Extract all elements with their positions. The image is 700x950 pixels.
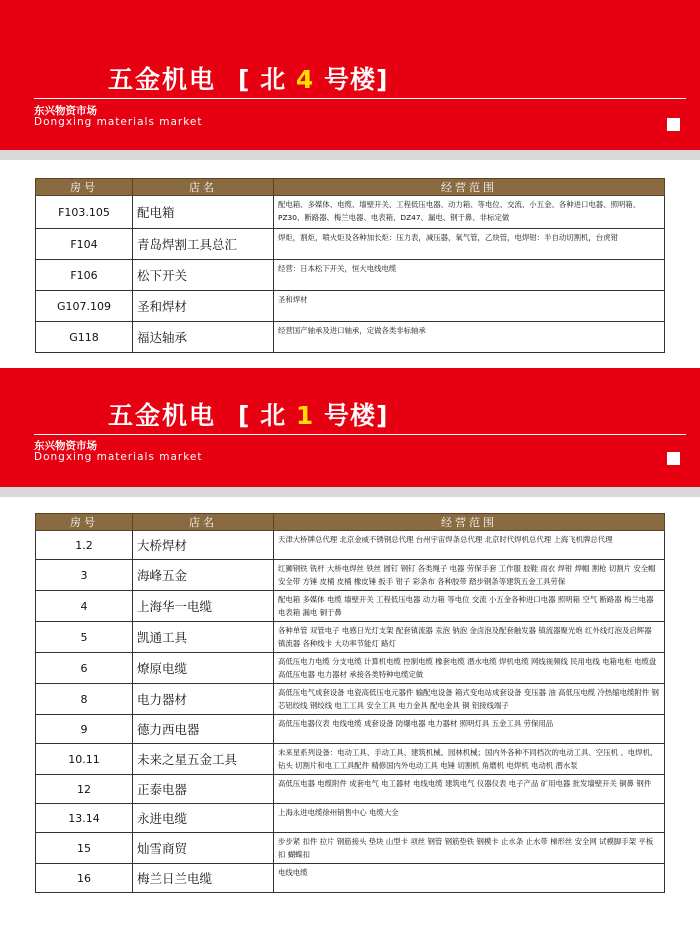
shop-name: 永进电缆 [133, 804, 274, 833]
header-shop: 店名 [133, 179, 274, 196]
table-row [36, 229, 665, 260]
shop-name: 梅兰日兰电缆 [133, 864, 274, 893]
room-number: 15 [36, 833, 133, 864]
building-number: 4 [295, 65, 315, 94]
shop-name: 配电箱 [133, 196, 274, 229]
shop-name: 未来之星五金工具 [133, 744, 274, 775]
room-number: 1.2 [36, 531, 133, 560]
table-row [36, 744, 665, 775]
business-scope: 经营国产轴承及进口轴承，定做各类非标轴承 [274, 322, 665, 353]
room-number: G107.109 [36, 291, 133, 322]
shop-name: 大桥焊材 [133, 531, 274, 560]
section-banner-north-1 [0, 368, 700, 487]
table-header [36, 514, 665, 531]
shop-name: 灿雪商贸 [133, 833, 274, 864]
business-scope: 圣和焊材 [274, 291, 665, 322]
header-business: 经营范围 [274, 179, 665, 196]
table-row [36, 322, 665, 353]
store-table-north-4 [35, 178, 665, 353]
business-scope: 配电箱、多媒体、电缆、墙壁开关、工程低压电器、动力箱、等电位、交流、小五金、各种进口电器、照明箱、PZ30、断路器、梅兰电器、电表箱、DZ47、漏电、钢于鼻、非标定做 [274, 196, 665, 229]
shop-name: 海峰五金 [133, 560, 274, 591]
shop-name: 青岛焊割工具总汇 [133, 229, 274, 260]
table-row [36, 560, 665, 591]
header-business: 经营范围 [274, 514, 665, 531]
table-row [36, 531, 665, 560]
room-number: 16 [36, 864, 133, 893]
section-title [108, 60, 388, 96]
table-row [36, 684, 665, 715]
business-scope: 天津大桥牌总代理 北京金威不锈钢总代理 台州宇宙焊条总代理 北京时代焊机总代理 上海飞机牌总代理 [274, 531, 665, 560]
business-scope: 高低压电力电缆 分支电缆 计算机电缆 控制电缆 橡套电缆 潜水电缆 焊机电缆 网线视频线 民用电线 电箱电柜 电缆盘 高低压电器 电力器材 承接各类特种电缆定做 [274, 653, 665, 684]
table-row [36, 653, 665, 684]
market-square-marker [667, 452, 680, 465]
business-scope: 上海永进电缆徐州销售中心 电缆大全 [274, 804, 665, 833]
room-number: 4 [36, 591, 133, 622]
table-row [36, 864, 665, 893]
shop-name: 德力西电器 [133, 715, 274, 744]
header-shop: 店名 [133, 514, 274, 531]
header-room: 房号 [36, 514, 133, 531]
business-scope: 步步紧 扣件 拉片 钢筋接头 垫块 山型卡 项丝 钢管 钢筋垫铁 钢模卡 止水条 止水带 梯形丝 安全网 试模脚手架 平板扣 蝴蝶扣 [274, 833, 665, 864]
business-scope: 高低压电气成套设备 电瓷高低压电元器件 输配电设备 箱式变电站成套设备 变压器 油 高低压电缆 冷热缩电缆附件 钢芯铝绞线 钢绞线 电工工具 安全工具 电力金具 配电金具 铜 铝接线端子 [274, 684, 665, 715]
store-table-north-1 [35, 513, 665, 893]
grey-band [0, 150, 700, 160]
room-number: 8 [36, 684, 133, 715]
building-number: 1 [295, 401, 315, 430]
room-number: F103.105 [36, 196, 133, 229]
banner-divider [34, 98, 686, 99]
shop-name: 电力器材 [133, 684, 274, 715]
table-row [36, 715, 665, 744]
shop-name: 圣和焊材 [133, 291, 274, 322]
shop-name: 福达轴承 [133, 322, 274, 353]
category-title: 五金机电 [108, 401, 217, 430]
business-scope: 电线电缆 [274, 864, 665, 893]
room-number: 13.14 [36, 804, 133, 833]
market-name-en: Dongxing materials market [34, 451, 203, 463]
market-name-cn: 东兴物资市场 [34, 440, 97, 452]
table-row [36, 291, 665, 322]
room-number: 6 [36, 653, 133, 684]
business-scope: 未来星系列设备：电动工具、手动工具、建筑机械、园林机械；国内外各种不同档次的电动工具、空压机 、电焊机、钻头 切割片和电工工具配件 精修国内外电动工具 电锤 切割机 角磨机 电焊机 电动机 潜水泵 [274, 744, 665, 775]
market-square-marker [667, 118, 680, 131]
room-number: 9 [36, 715, 133, 744]
section-banner-north-4 [0, 0, 700, 150]
banner-divider [34, 434, 686, 435]
business-scope: 配电箱 多媒体 电缆 墙壁开关 工程低压电器 动力箱 等电位 交流 小五金各种进口电器 照明箱 空气 断路器 梅兰电器 电表箱 漏电 铜于鼻 [274, 591, 665, 622]
room-number: G118 [36, 322, 133, 353]
business-scope: 经营：日本松下开关，恒大电线电缆 [274, 260, 665, 291]
room-number: 10.11 [36, 744, 133, 775]
room-number: F106 [36, 260, 133, 291]
building-label: [ 北 4 号楼] [238, 65, 389, 94]
category-title: 五金机电 [108, 65, 217, 94]
market-name-en: Dongxing materials market [34, 116, 203, 128]
business-scope: 高低压电器仪表 电线电缆 成套设备 防爆电器 电力器材 照明灯具 五金工具 劳保用品 [274, 715, 665, 744]
table-header [36, 179, 665, 196]
room-number: 3 [36, 560, 133, 591]
business-scope: 各种单管 双管电子 电感日光灯支架 配套镇流器 汞泡 钠泡 金卤泡及配套触发器 镇流器聚光炮 红外线灯泡及启辉器 镇流器 各种线卡 大功率节能灯 路灯 [274, 622, 665, 653]
table-row [36, 833, 665, 864]
room-number: F104 [36, 229, 133, 260]
business-scope: 焊炬，割炬，喷火炬及各种加长炬：压力表，减压器，氧气管，乙炔管，电焊钳：半自动切割机，台虎钳 [274, 229, 665, 260]
section-title [108, 396, 388, 432]
market-name-cn: 东兴物资市场 [34, 105, 97, 117]
room-number: 12 [36, 775, 133, 804]
table-row [36, 622, 665, 653]
grey-band [0, 487, 700, 497]
room-number: 5 [36, 622, 133, 653]
shop-name: 凯通工具 [133, 622, 274, 653]
shop-name: 上海华一电缆 [133, 591, 274, 622]
shop-name: 正泰电器 [133, 775, 274, 804]
business-scope: 红狮钢铁 铣杆 大桥电焊丝 铁丝 圆钉 钢钉 各类绳子 电器 劳保手套 工作服 胶鞋 雨衣 焊钳 焊帽 割枪 切割片 安全帽 安全带 方锤 皮桶 皮桶 橡皮锤 扳手 钳子 彩条布 各种胶带 踏步钢条等建筑五金工具劳保 [274, 560, 665, 591]
table-row [36, 260, 665, 291]
business-scope: 高低压电器 电缆附件 成套电气 电工器材 电线电缆 建筑电气 仪器仪表 电子产品 矿用电器 批发墙壁开关 铜鼻 钢件 [274, 775, 665, 804]
shop-name: 燎原电缆 [133, 653, 274, 684]
table-row [36, 196, 665, 229]
shop-name: 松下开关 [133, 260, 274, 291]
table-row [36, 775, 665, 804]
building-label: [ 北 1 号楼] [238, 401, 389, 430]
table-row [36, 804, 665, 833]
header-room: 房号 [36, 179, 133, 196]
table-row [36, 591, 665, 622]
